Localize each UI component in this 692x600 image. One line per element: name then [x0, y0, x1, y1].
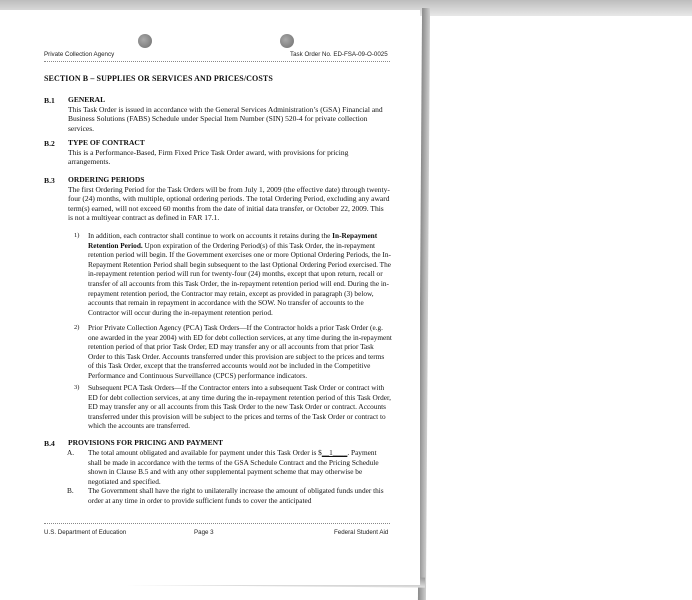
document-page — [0, 10, 420, 585]
list-item: 3) Subsequent PCA Task Orders—If the Contractor enters into a subsequent Task Order or contract with ED for debt collection services, at any time during the in-repayment retention period of this Task Order, ED may transfer any or all accounts from this Task Order to the new Task Order or contract. Accounts transferred under this provision will be subject to the prices and terms of the Task Order or contract to which the accounts are transferred. — [74, 383, 392, 431]
list-item: 1) In addition, each contractor shall continue to work on accounts it retains during the In-Repayment Retention Period. Upon expiration of the Ordering Period(s) of this Task Order, the in-repayment retention period will begin. If the Government exercises one or more Optional Ordering Periods, the In-Repayment Retention Period shall begin subsequent to the last Optional Ordering Period exercised. The in-repayment retention period will run for twenty-four (24) months, except that upon return, recall or transfer of all accounts from this Task Order, the in-repayment retention period will end. During the in-repayment retention period, the Contractor may retain, except as provided in paragraph (3) below, accounts that remain in repayment in accordance with the SOW. No transfer of accounts to the Contractor will occur during the in-repayment retention period. — [74, 231, 392, 317]
section-title: SECTION B – SUPPLIES OR SERVICES AND PRICES/COSTS — [44, 74, 273, 83]
header-agency: Private Collection Agency — [44, 51, 115, 58]
list-marker: 1) — [74, 232, 80, 239]
punch-hole — [138, 34, 152, 48]
clause-number: B.1 — [44, 96, 55, 105]
list-marker: 3) — [74, 384, 80, 391]
list-marker: B. — [67, 486, 74, 495]
clause-text: This Task Order is issued in accordance with the General Services Administration’s (GSA) Financial and Business Solutions (FABS) Schedule under Special Item Number (SIN) 520-4 for private collection services. — [68, 104, 383, 133]
clause-title: GENERAL — [68, 95, 106, 104]
list-marker: 2) — [74, 324, 80, 331]
clause-title: PROVISIONS FOR PRICING AND PAYMENT — [68, 438, 224, 447]
header-task-order: Task Order No. ED-FSA-09-O-0025 — [290, 51, 388, 58]
clause-number: B.4 — [44, 439, 55, 448]
clause-text: This is a Performance-Based, Firm Fixed Price Task Order award, with provisions for pricing arrangements. — [68, 147, 349, 167]
clause-number: B.2 — [44, 139, 55, 148]
list-marker: A. — [67, 448, 75, 457]
punch-hole — [280, 34, 294, 48]
footer-page-number: Page 3 — [194, 529, 214, 536]
clause-text: The first Ordering Period for the Task Orders will be from July 1, 2009 (the effective date) through twenty-four (24) months, with multiple, optional ordering periods. The total Ordering Period, excluding any award term(s) earned, will not exceed 60 months from the date of initial data transfer, or October 22, 2009. This is not a multiyear contract as defined in FAR 17.1. — [68, 184, 390, 223]
list-item: B. The Government shall have the right to unilaterally increase the amount of obligated funds under this order at any time in order to provide sufficient funds to cover the anticipated — [67, 486, 384, 505]
clause-b3 — [68, 175, 390, 223]
clause-number: B.3 — [44, 176, 55, 185]
clause-b1 — [68, 95, 390, 133]
clause-b2 — [68, 138, 390, 167]
clause-b4 — [68, 438, 390, 448]
header-rule — [44, 61, 390, 62]
list-item: 2) Prior Private Collection Agency (PCA) Task Orders—If the Contractor holds a prior Task Order (e.g. one awarded in the year 2004) with ED for debt collection services, at any time during the in-repayment retention period of that prior Task Order, ED may transfer any or all accounts from that prior Task Order to this Task Order. Accounts transferred under this provision are subject to the prices and terms of this Task Order, except that the transferred accounts would not be included in the Competitive Performance and Continuous Surveillance (CPCS) performance indicators. — [74, 323, 392, 380]
footer-department: U.S. Department of Education — [44, 529, 127, 536]
footer-office: Federal Student Aid — [334, 529, 389, 536]
list-item: A. The total amount obligated and available for payment under this Task Order is $__1____. Payment shall be made in accordance with the terms of the GSA Schedule Contract and the Pricing Schedule shown in Clause B.5 and with any other supplemental payment scheme that may otherwise be negotiated and specified. — [67, 448, 379, 486]
obligated-amount: __1____ — [321, 448, 348, 457]
footer-rule — [44, 523, 390, 524]
clause-title: ORDERING PERIODS — [68, 175, 145, 184]
clause-title: TYPE OF CONTRACT — [68, 138, 145, 147]
